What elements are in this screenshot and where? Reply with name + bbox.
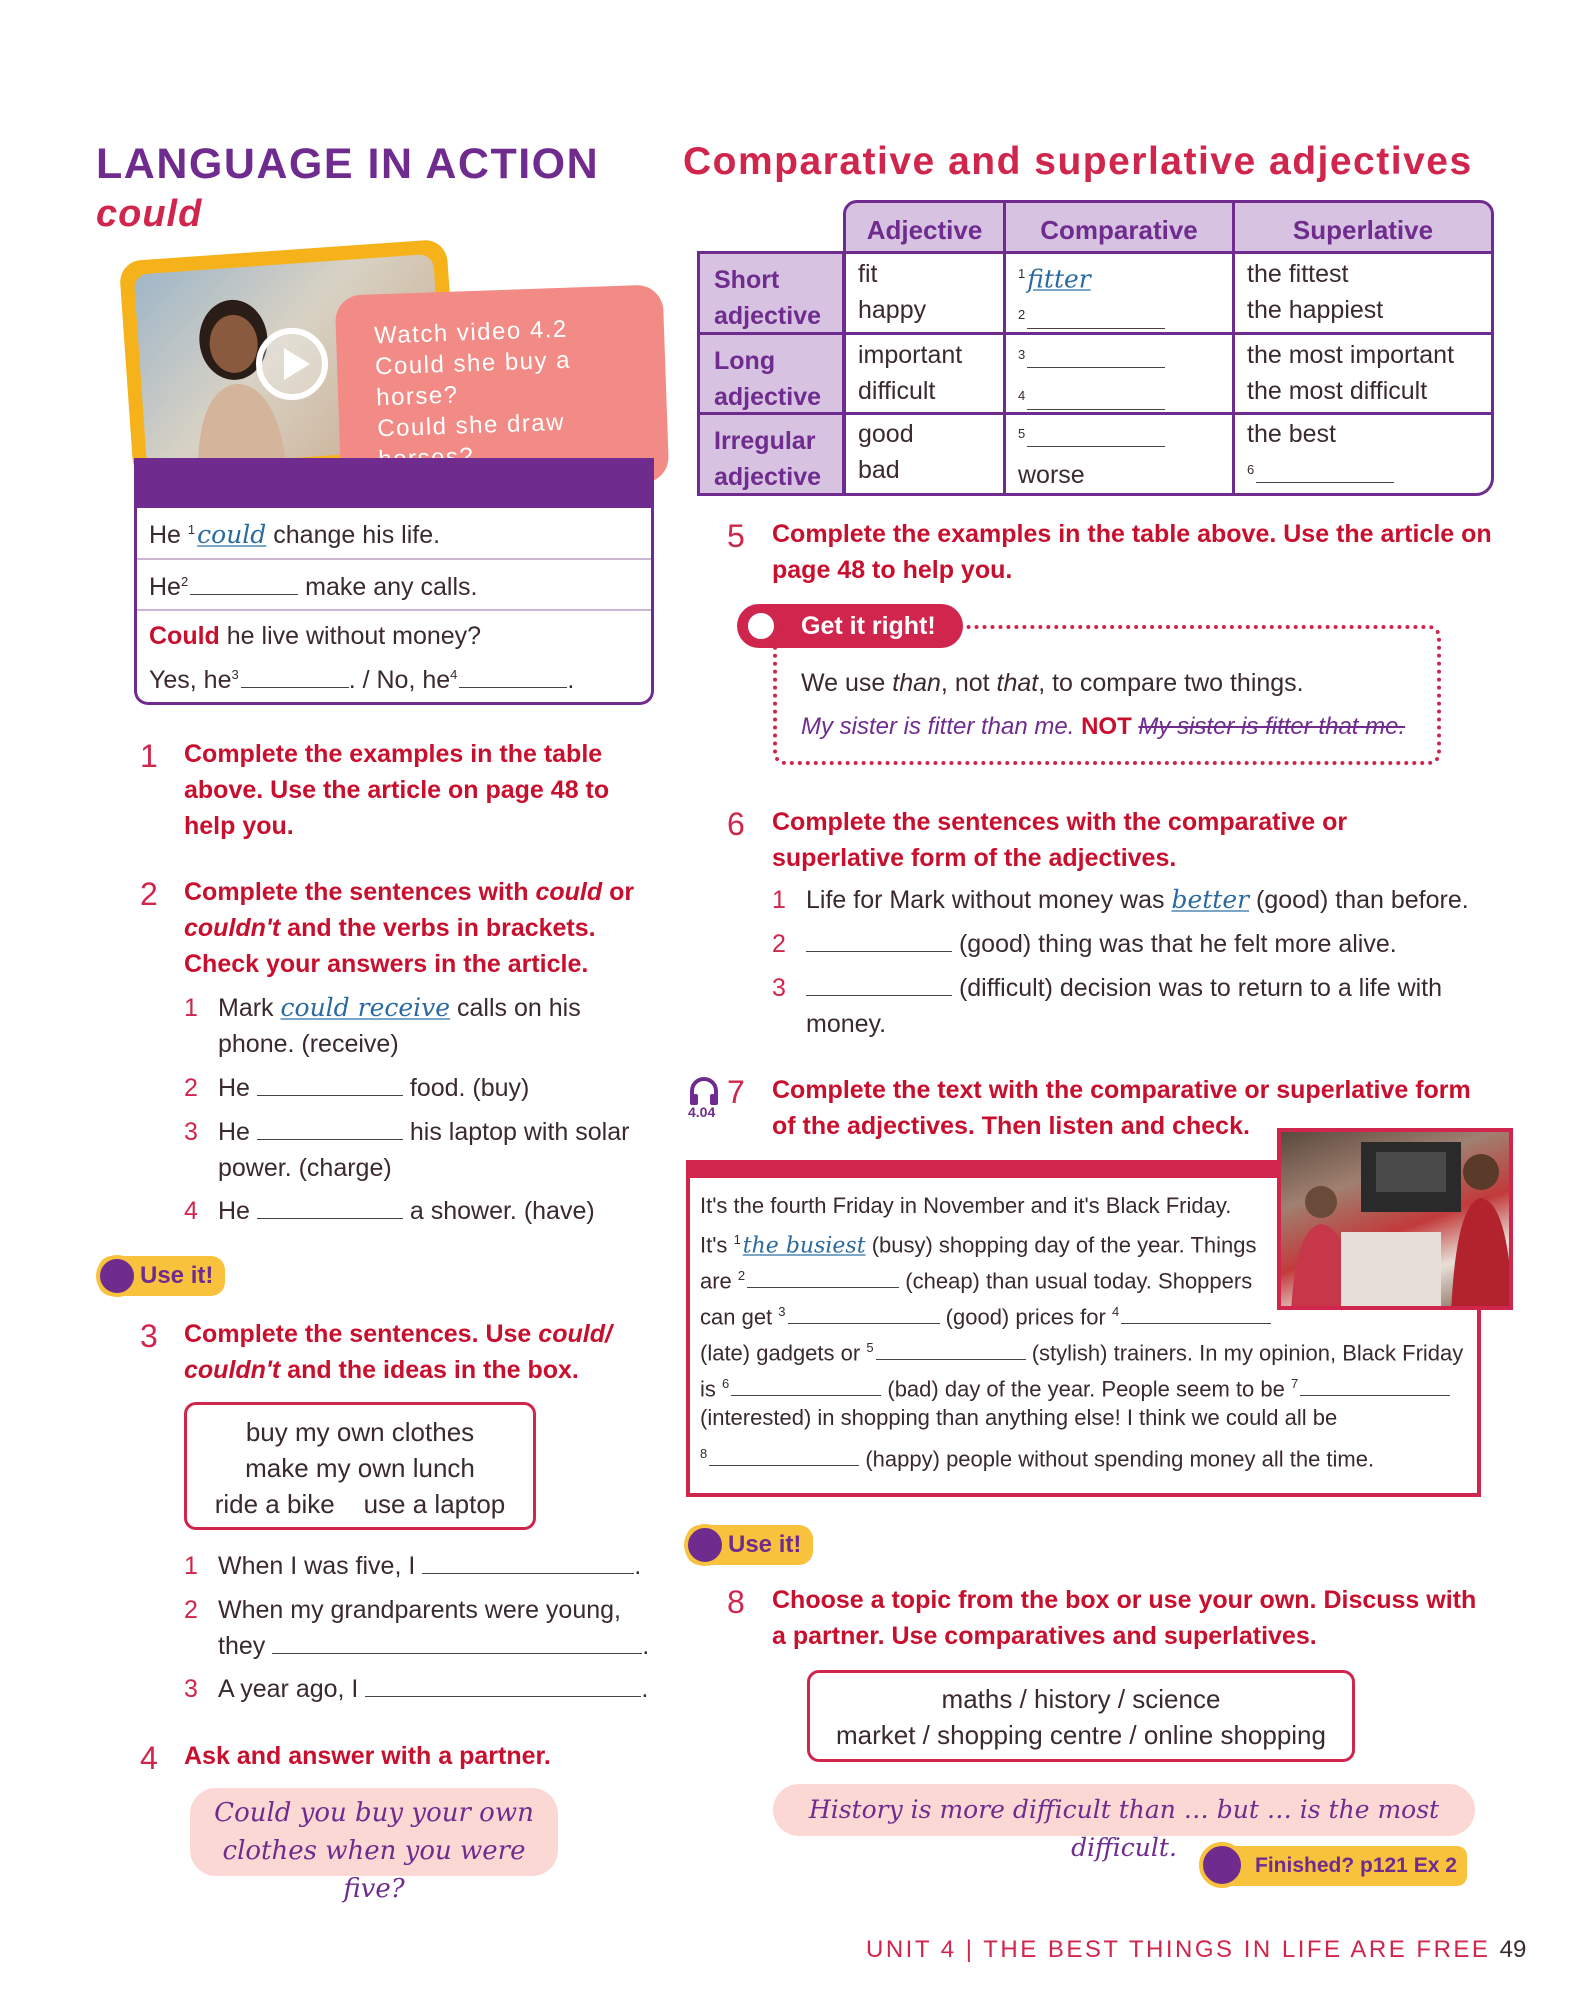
exercise-3-item-2: 2 When my grandparents were young, they . — [184, 1596, 650, 1660]
answer-blank[interactable] — [257, 1195, 403, 1219]
exercise-7-number: 7 — [727, 1074, 745, 1110]
speech-bubble: History is more difficult than … but … is the most difficult. — [773, 1784, 1475, 1836]
finished-badge[interactable]: Finished? p121 Ex 2 — [1205, 1846, 1467, 1886]
get-it-right-rule: We use than, not that, to compare two things. — [801, 669, 1304, 697]
answer-fitter: fitter — [1027, 264, 1091, 294]
exercise-6-item-3: 3 (difficult) decision was to return to a life with money. — [772, 974, 1443, 1038]
superlative-cell: the best $^6$ — [1235, 416, 1394, 493]
exercise-3-item-3: 3 A year ago, I . — [184, 1675, 649, 1703]
black-friday-photo — [1277, 1128, 1513, 1310]
exercise-2-item-1: 1 Mark could receive calls on his phone. (receive) — [184, 993, 581, 1058]
comparative-table — [697, 200, 1494, 496]
page-footer: UNIT 4 | THE BEST THINGS IN LIFE ARE FREE 49 — [866, 1936, 1527, 1963]
exercise-4-instruction: Ask and answer with a partner. — [184, 1742, 551, 1770]
play-icon[interactable] — [256, 328, 328, 400]
exercise-6-instruction: Complete the sentences with the comparative or superlative form of the adjectives. — [772, 808, 1348, 872]
exercise-2-number: 2 — [140, 876, 158, 912]
use-it-badge: Use it! — [686, 1525, 813, 1565]
exercise-3-instruction: Complete the sentences. Use could/ couldn't and the ideas in the box. — [184, 1320, 612, 1384]
exercise-3-item-1: 1 When I was five, I . — [184, 1552, 642, 1580]
answer-blank[interactable] — [806, 972, 952, 996]
text-line: are $^2$ (cheap) than usual today. Shoppers — [700, 1268, 1253, 1294]
comparative-cell: $^1$fitter $^2$ — [1006, 256, 1232, 339]
exercise-8-number: 8 — [727, 1584, 745, 1620]
exercise-2-item-2: 2 He food. (buy) — [184, 1074, 530, 1102]
col-header-adjective: Adjective — [843, 200, 1006, 254]
exercise-8-instruction: Choose a topic from the box or use your own. Discuss with a partner. Use comparatives and superlatives. — [772, 1586, 1477, 1650]
section-title: LANGUAGE IN ACTION — [96, 140, 600, 188]
row-header-irregular: Irregular adjective — [697, 412, 845, 496]
exercise-2-item-3: 3 He his laptop with solar power. (charge) — [184, 1118, 630, 1182]
could-row-4: Yes, $he^3$ . / No, $he^4$ . — [149, 666, 575, 694]
exercise-5-number: 5 — [727, 518, 745, 554]
divider — [137, 609, 651, 611]
page-number: 49 — [1499, 1936, 1527, 1963]
get-it-right-example: My sister is fitter than me. NOT My sister is fitter that me. — [801, 713, 1406, 740]
headphones-icon[interactable] — [688, 1076, 720, 1106]
exercise-7-instruction: Complete the text with the comparative or superlative form of the adjectives. Then listen and check. — [772, 1076, 1471, 1140]
answer-blank[interactable] — [1300, 1374, 1450, 1396]
answer-could: could — [197, 520, 267, 549]
exercise-4-number: 4 — [140, 1740, 158, 1776]
target-icon — [741, 606, 781, 646]
answer-blank[interactable] — [1027, 344, 1165, 368]
use-it-badge: Use it! — [98, 1256, 225, 1296]
comparative-title: Comparative and superlative adjectives — [683, 140, 1473, 183]
text-line: It's the fourth Friday in November and it's Black Friday. — [700, 1193, 1232, 1218]
answer-blank[interactable] — [459, 664, 567, 688]
answer-blank[interactable] — [257, 1116, 403, 1140]
answer-blank[interactable] — [788, 1302, 940, 1324]
answer-blank[interactable] — [1027, 305, 1165, 329]
could-row-1: He $^1$could change his life. — [149, 520, 441, 549]
text-line: (interested) in shopping than anything else! I think we could all be — [700, 1405, 1338, 1430]
col-header-comparative: Comparative — [1003, 200, 1235, 254]
superlative-cell: the most important the most difficult — [1247, 341, 1455, 405]
adj-cell: good bad — [858, 420, 914, 484]
could-table-header-band — [134, 458, 654, 510]
could-row-3: Could he live without money? — [149, 622, 482, 650]
text-line: can get $^3$ (good) prices for $^4$ — [700, 1294, 1271, 1335]
answer-blank[interactable] — [747, 1266, 899, 1288]
exercise-6-item-2: 2 (good) thing was that he felt more alive. — [772, 930, 1397, 958]
text-line: It's $^1$the busiest (busy) shopping day of the year. Things — [700, 1232, 1257, 1259]
answer-blank[interactable] — [257, 1072, 403, 1096]
adj-cell: important difficult — [858, 341, 963, 405]
watch-video-line3: Could she draw — [376, 408, 566, 443]
flag-icon — [1199, 1842, 1245, 1888]
exercise-1-number: 1 — [140, 738, 158, 774]
divider — [137, 558, 651, 560]
answer-blank[interactable] — [272, 1630, 642, 1654]
exercise-6-number: 6 — [727, 806, 745, 842]
answer-blank[interactable] — [241, 664, 349, 688]
answer-blank[interactable] — [806, 928, 952, 952]
shoppers-image — [1281, 1132, 1513, 1310]
exercise-3-number: 3 — [140, 1318, 158, 1354]
could-table — [134, 508, 654, 705]
row-header-short: Short adjective — [697, 251, 845, 335]
answer-blank[interactable] — [709, 1444, 859, 1466]
text-line: (late) gadgets or $^5$ (stylish) trainers. In my opinion, Black Friday — [700, 1340, 1464, 1366]
exercise-5-instruction: Complete the examples in the table above. Use the article on page 48 to help you. — [772, 520, 1492, 584]
text-line: is $^6$ (bad) day of the year. People seem to be $^7$ — [700, 1366, 1450, 1407]
exercise-1-instruction: Complete the examples in the table above. Use the article on page 48 to help you. — [184, 740, 610, 840]
answer-blank[interactable] — [365, 1673, 641, 1697]
get-it-right-badge: Get it right! — [737, 604, 963, 648]
answer-blank[interactable] — [731, 1374, 881, 1396]
watch-video-line2: Could she buy a horse? — [374, 346, 572, 412]
answer-blank[interactable] — [1256, 459, 1394, 483]
answer-blank[interactable] — [1121, 1302, 1271, 1324]
could-row-2: He$^2$ make any calls. — [149, 573, 478, 601]
exercise-6-item-1: 1 Life for Mark without money was better (good) than before. — [772, 885, 1469, 914]
text-line: $^8$ (happy) people without spending money all the time. — [700, 1446, 1375, 1472]
answer-blank[interactable] — [876, 1338, 1026, 1360]
exercise-2-instruction: Complete the sentences with could or couldn't and the verbs in brackets. Check your answers in the article. — [184, 878, 635, 978]
comparative-cell: $^5$ worse — [1006, 416, 1232, 493]
ideas-box: buy my own clothes make my own lunch ride a bike use a laptop — [184, 1402, 536, 1530]
speech-bubble: Could you buy your own clothes when you were five? — [190, 1788, 558, 1876]
audio-track: 4.04 — [688, 1104, 716, 1120]
col-header-superlative: Superlative — [1232, 200, 1494, 254]
row-header-long: Long adjective — [697, 332, 845, 415]
speech-icon — [96, 1255, 138, 1297]
answer-blank[interactable] — [1027, 423, 1165, 447]
speech-icon — [684, 1524, 726, 1566]
exercise-2-item-4: 4 He a shower. (have) — [184, 1197, 595, 1225]
answer-blank[interactable] — [1027, 386, 1165, 410]
watch-video-line1: Watch video 4.2 — [373, 315, 569, 350]
answer-blank[interactable] — [422, 1550, 634, 1574]
section-subtitle: could — [96, 193, 203, 235]
topics-box: maths / history / science market / shopping centre / online shopping — [807, 1670, 1355, 1762]
superlative-cell: the fittest the happiest — [1247, 260, 1384, 324]
comparative-cell: $^3$ $^4$ — [1006, 337, 1232, 420]
adj-cell: fit happy — [858, 260, 927, 324]
answer-blank[interactable] — [190, 571, 298, 595]
